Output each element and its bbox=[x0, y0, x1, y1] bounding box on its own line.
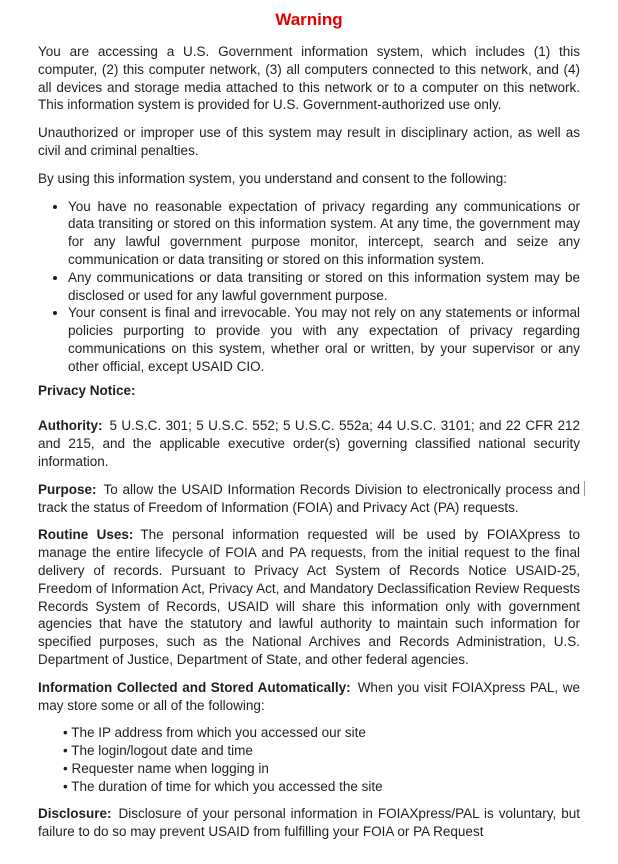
information-collected-paragraph bbox=[38, 679, 580, 715]
disclosure-paragraph bbox=[38, 805, 580, 841]
purpose-paragraph bbox=[38, 481, 580, 517]
collected-bullet-item: • The login/logout date and time bbox=[63, 742, 580, 760]
consent-bullet-list bbox=[38, 198, 580, 376]
consent-intro: By using this information system, you understand and consent to the following: bbox=[38, 170, 508, 186]
privacy-notice-heading: Privacy Notice: bbox=[38, 382, 136, 398]
purpose-text: To allow the USAID Information Records Division to electronically process and track the status of Freedom of Information (FOIA) and Privacy Act (PA) requests. bbox=[38, 481, 580, 515]
text-cursor-caret bbox=[584, 481, 585, 496]
consent-bullet-item: • Any communications or data transiting or stored on this information system may be disclosed or used for any lawful government purpose. bbox=[68, 269, 580, 305]
consent-bullet-item: • You have no reasonable expectation of privacy regarding any communications or data transiting or stored on this information system. At any time, the government may for any lawful government purpose monitor, intercept, search and seize any communication or data transiting or stored on this information system. bbox=[68, 198, 580, 269]
purpose-label: Purpose: bbox=[38, 481, 97, 497]
intro-paragraph: You are accessing a U.S. Government information system, which includes (1) this computer, (2) this computer network, (3) all computers connected to this network, and (4) all devices and storage media attached to this network or to a computer on this network. This information system is provided for U.S. Government-authorized use only. bbox=[38, 44, 580, 113]
routine-uses-label: Routine Uses: bbox=[38, 527, 134, 543]
information-collected-text: When you visit FOIAXpress PAL, we may store some or all of the following: bbox=[38, 679, 581, 713]
consent-bullet-item: • Your consent is final and irrevocable. You may not rely on any statements or informal policies purporting to provide you with any expectation of privacy regarding communications on this system, whether oral or written, by your supervisor or any other official, except USAID CIO. bbox=[68, 304, 580, 375]
disclosure-text: Disclosure of your personal information in FOIAXpress/PAL is voluntary, but failure to do so may prevent USAID from fulfilling your FOIA or PA Request bbox=[38, 806, 580, 840]
information-collected-label: Information Collected and Stored Automatically: bbox=[38, 679, 351, 695]
disclosure-label: Disclosure: bbox=[38, 806, 112, 822]
routine-uses-text: The personal information requested will be used by FOIAXpress to manage the entire lifecycle of FOIA and PA requests, from the initial request to the final delivery of records. Pursuant to Privacy Act System of Records Notice USAID-25, Freedom of Information Act, Privacy Act, and Mandatory Declassification Review Requests Records System of Records, USAID will share this information only with government agencies that have the statutory and lawful authority to maintain such information for specified purposes, such as the National Archives and Records Administration, U.S. Department of Justice, Department of State, and other federal agencies. bbox=[38, 527, 581, 667]
routine-uses-paragraph bbox=[38, 526, 580, 668]
collected-bullet-item: • The duration of time for which you accessed the site bbox=[63, 778, 580, 796]
misuse-paragraph: Unauthorized or improper use of this system may result in disciplinary action, as well as civil and criminal penalties. bbox=[38, 125, 580, 158]
page-title: Warning bbox=[275, 10, 343, 29]
collected-bullet-item: • The IP address from which you accessed our site bbox=[63, 724, 580, 742]
collected-bullet-item: • Requester name when logging in bbox=[63, 760, 580, 778]
collected-bullet-list bbox=[38, 724, 580, 795]
authority-paragraph bbox=[38, 417, 580, 470]
authority-text: 5 U.S.C. 301; 5 U.S.C. 552; 5 U.S.C. 552a; 44 U.S.C. 3101; and 22 CFR 212 and 215, and the applicable executive order(s) governing classified national security information. bbox=[38, 418, 580, 469]
authority-label: Authority: bbox=[38, 418, 103, 434]
